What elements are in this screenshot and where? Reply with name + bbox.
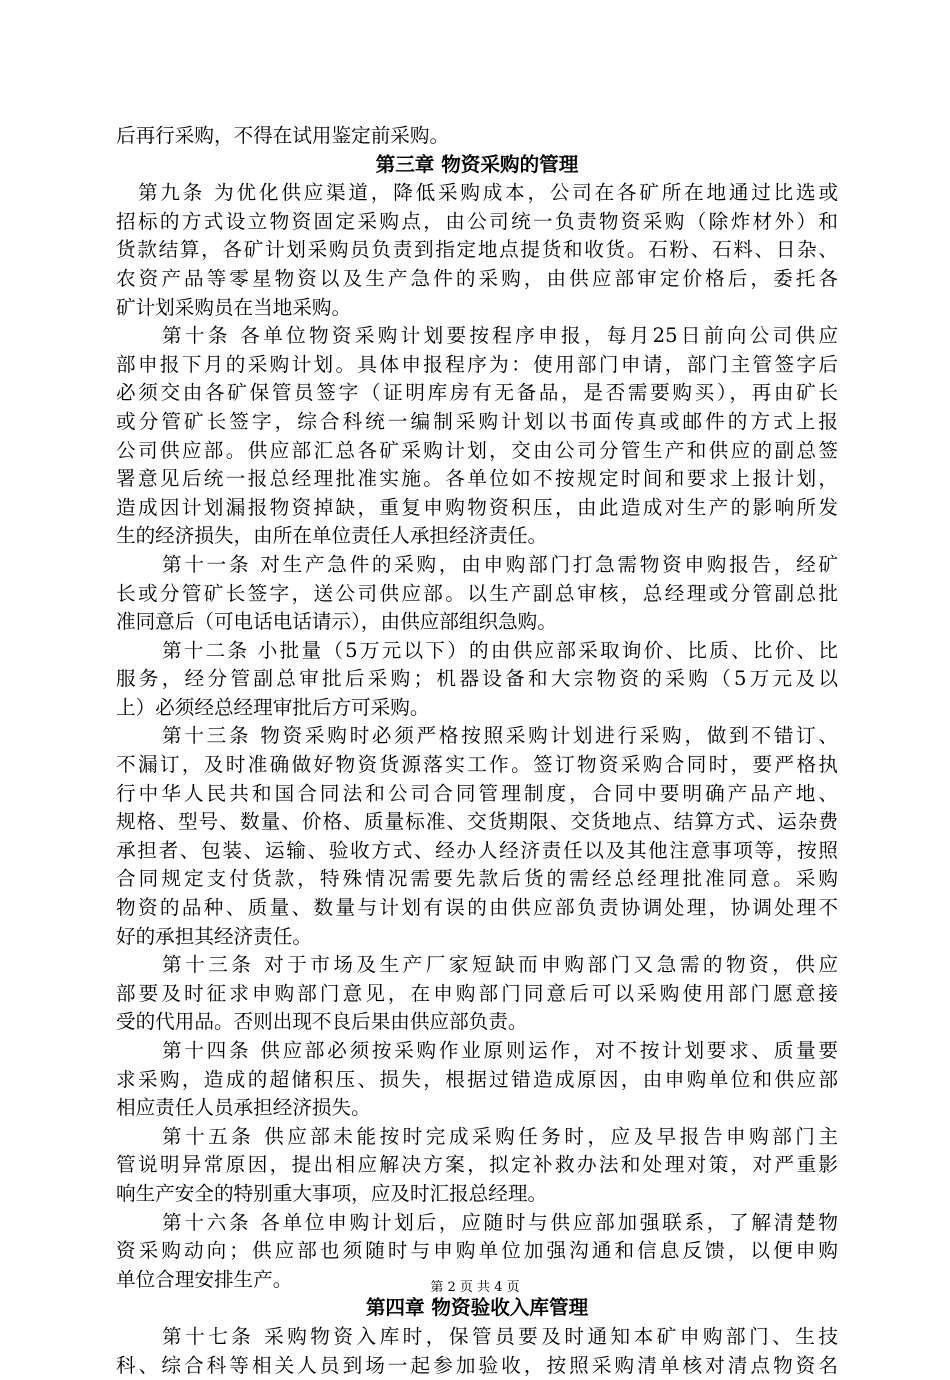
text-line: 求采购，造成的超储积压、损失，根据过错造成原因，由申购单位和供应部 (116, 1067, 838, 1091)
text-line: 上）必须经总经理审批后方可采购。 (116, 695, 430, 719)
text-line: 响生产安全的特别重大事项，应及时汇报总经理。 (116, 1181, 548, 1205)
document-body (116, 122, 838, 1380)
text-line: 合同规定支付货款，特殊情况需要先款后货的需经总经理批准同意。采购 (116, 867, 838, 891)
text-line: 或分管矿长签字，综合科统一编制采购计划以书面传真或邮件的方式上报 (116, 409, 838, 433)
text-line: 行中华人民共和国合同法和公司合同管理制度，合同中要明确产品产地、 (116, 781, 838, 805)
text-line: 部申报下月的采购计划。具体申报程序为：使用部门申请，部门主管签字后 (116, 352, 838, 376)
text-line: 后再行采购，不得在试用鉴定前采购。 (116, 124, 450, 147)
text-line: 第十五条 供应部未能按时完成采购任务时，应及早报告申购部门主 (162, 1124, 838, 1148)
text-line: 货款结算，各矿计划采购员负责到指定地点提货和收货。石粉、石料、日杂、 (116, 238, 838, 262)
text-line: 公司供应部。供应部汇总各矿采购计划，交由公司分管生产和供应的副总签 (116, 438, 838, 462)
text-line: 长或分管矿长签字，送公司供应部。以生产副总审核，总经理或分管副总批 (116, 581, 838, 605)
text-line: 第十一条 对生产急件的采购，由申购部门打急需物资申购报告，经矿 (162, 552, 838, 576)
text-line: 第十条 各单位物资采购计划要按程序申报，每月25日前向公司供应 (162, 324, 838, 348)
text-line: 管说明异常原因，提出相应解决方案，拟定补救办法和处理对策，对严重影 (116, 1153, 838, 1177)
text-line: 第十二条 小批量（5万元以下）的由供应部采取询价、比质、比价、比 (162, 638, 838, 662)
text-line: 矿计划采购员在当地采购。 (116, 295, 352, 319)
text-line: 准同意后（可电话电话请示），由供应部组织急购。 (116, 610, 557, 634)
text-line: 物资的品种、质量、数量与计划有误的由供应部负责协调处理，协调处理不 (116, 896, 838, 920)
chapter-heading: 第四章 物资验收入库管理 (365, 1296, 589, 1320)
text-line: 必须交由各矿保管员签字（证明库房有无备品，是否需要购买），再由矿长 (116, 381, 838, 405)
text-line: 服务，经分管副总审批后采购；机器设备和大宗物资的采购（5万元及以 (116, 667, 838, 691)
chapter-heading: 第三章 物资采购的管理 (375, 152, 579, 176)
text-line: 承担者、包装、运输、验收方式、经办人经济责任以及其他注意事项等，按照 (116, 838, 838, 862)
text-line: 第十四条 供应部必须按采购作业原则运作，对不按计划要求、质量要 (162, 1039, 838, 1062)
text-line: 受的代用品。否则出现不良后果由供应部负责。 (116, 1010, 528, 1034)
text-line: 好的承担其经济责任。 (116, 924, 312, 948)
text-line: 科、综合科等相关人员到场一起参加验收，按照采购清单核对清点物资名 (116, 1353, 838, 1377)
text-line: 第十三条 物资采购时必须严格按照采购计划进行采购，做到不错订、 (162, 724, 838, 748)
text-line: 生的经济损失，由所在单位责任人承担经济责任。 (116, 524, 548, 548)
text-line: 规格、型号、数量、价格、质量标准、交货期限、交货地点、结算方式、运杂费 (116, 810, 838, 834)
text-line: 相应责任人员承担经济损失。 (116, 1096, 371, 1120)
text-line: 不漏订，及时准确做好物资货源落实工作。签订物资采购合同时，要严格执 (116, 753, 838, 777)
text-line: 造成因计划漏报物资掉缺，重复申购物资积压，由此造成对生产的影响所发 (116, 495, 838, 519)
text-line: 部要及时征求申购部门意见，在申购部门同意后可以采购使用部门愿意接 (116, 981, 838, 1005)
page-number: 第 2 页 共 4 页 (430, 1280, 520, 1295)
text-line: 第十三条 对于市场及生产厂家短缺而申购部门又急需的物资，供应 (162, 953, 838, 977)
text-line: 资采购动向；供应部也须随时与申购单位加强沟通和信息反馈，以便申购 (116, 1239, 838, 1263)
text-line: 招标的方式设立物资固定采购点，由公司统一负责物资采购（除炸材外）和 (116, 209, 838, 233)
text-line: 署意见后统一报总经理批准实施。各单位如不按规定时间和要求上报计划， (116, 467, 838, 491)
text-line: 第九条 为优化供应渠道，降低采购成本，公司在各矿所在地通过比选或 (138, 181, 838, 205)
text-line: 农资产品等零星物资以及生产急件的采购，由供应部审定价格后，委托各 (116, 266, 838, 290)
text-line: 第十七条 采购物资入库时，保管员要及时通知本矿申购部门、生技 (162, 1324, 838, 1348)
text-line: 单位合理安排生产。 (116, 1267, 293, 1291)
text-line: 第十六条 各单位申购计划后，应随时与供应部加强联系，了解清楚物 (162, 1210, 838, 1234)
